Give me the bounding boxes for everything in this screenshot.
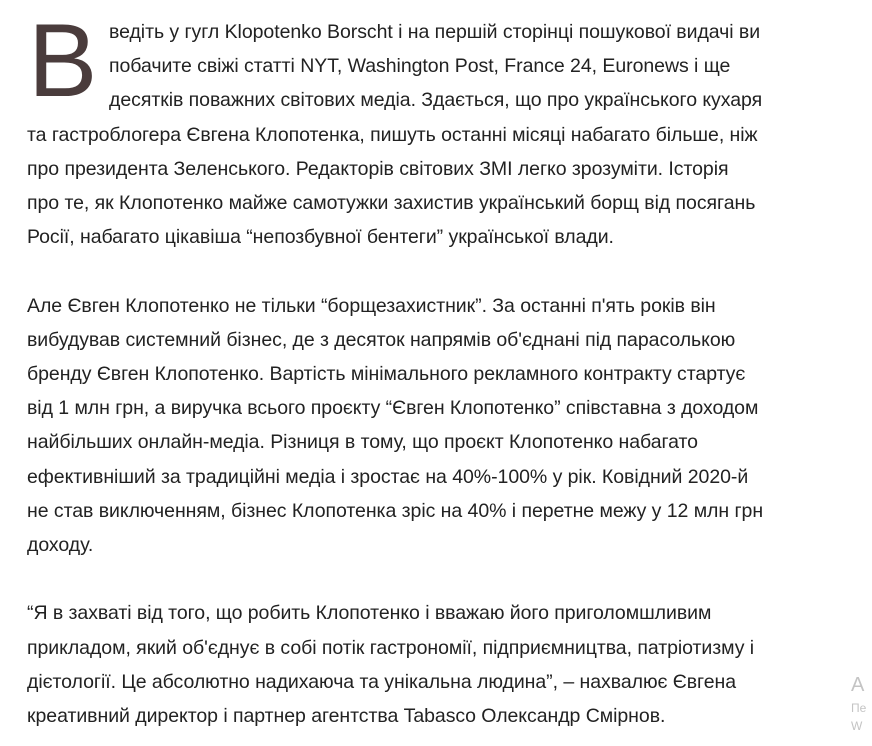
text-line: не став виключенням, бізнес Клопотенка зріс на 40% і перетне межу у 12 млн грн — [27, 499, 764, 522]
drop-cap-letter: В — [28, 3, 98, 119]
text-line: бренду Євген Клопотенко. Вартість мінімального рекламного контракту стартує — [27, 363, 746, 386]
text-line: Росії, набагато цікавіша “непозбувної бентеги” української влади. — [27, 226, 614, 249]
text-line: від 1 млн грн, а виручка всього проєкту “Євген Клопотенко” співставна з доходом — [27, 397, 759, 420]
clipped-text-line: A — [851, 674, 865, 696]
text-line: найбільших онлайн-медіа. Різниця в тому, що проєкт Клопотенко набагато — [27, 431, 698, 454]
text-line: “Я в захваті від того, що робить Клопотенко і вважаю його приголомшливим — [27, 602, 712, 625]
text-line: про те, як Клопотенко майже самотужки захистив український борщ від посягань — [27, 192, 756, 215]
text-line: креативний директор і партнер агентства Tabasco Олександр Смірнов. — [27, 705, 666, 728]
text-line: доходу. — [27, 534, 94, 557]
clipped-text-line: W — [851, 719, 863, 733]
paragraph-quote — [27, 596, 859, 733]
paragraph-intro — [27, 3, 859, 254]
text-line: побачите свіжі статті NYT, Washington Post, France 24, Euronews і ще — [109, 55, 731, 78]
paragraph-business — [27, 289, 859, 563]
text-line: прикладом, який об'єднує в собі потік гастрономії, підприємництва, патріотизму і — [27, 636, 755, 659]
text-line: ведіть у гугл Klopotenko Borscht і на першій сторінці пошукової видачі ви — [109, 21, 761, 43]
text-line: Але Євген Клопотенко не тільки “борщезахистник”. За останні п'ять років він — [27, 294, 716, 317]
text-line: про президента Зеленського. Редакторів світових ЗМІ легко зрозуміти. Історія — [27, 157, 729, 180]
article-body — [27, 3, 859, 733]
clipped-text-line: Пе — [851, 701, 867, 715]
text-line: та гастроблогера Євгена Клопотенка, пишуть останні місяці набагато більше, ніж — [27, 123, 758, 146]
text-line: вибудував системний бізнес, де з десяток напрямів об'єднані під парасолькою — [27, 328, 736, 351]
text-line: ефективніший за традиційні медіа і зростає на 40%-100% у рік. Ковідний 2020-й — [27, 465, 749, 488]
text-line: дієтології. Це абсолютно надихаюча та унікальна людина”, – нахвалює Євгена — [27, 670, 737, 693]
clipped-sidebar-text — [851, 672, 872, 734]
text-line: десятків поважних світових медіа. Здається, що про українського кухаря — [109, 89, 763, 112]
